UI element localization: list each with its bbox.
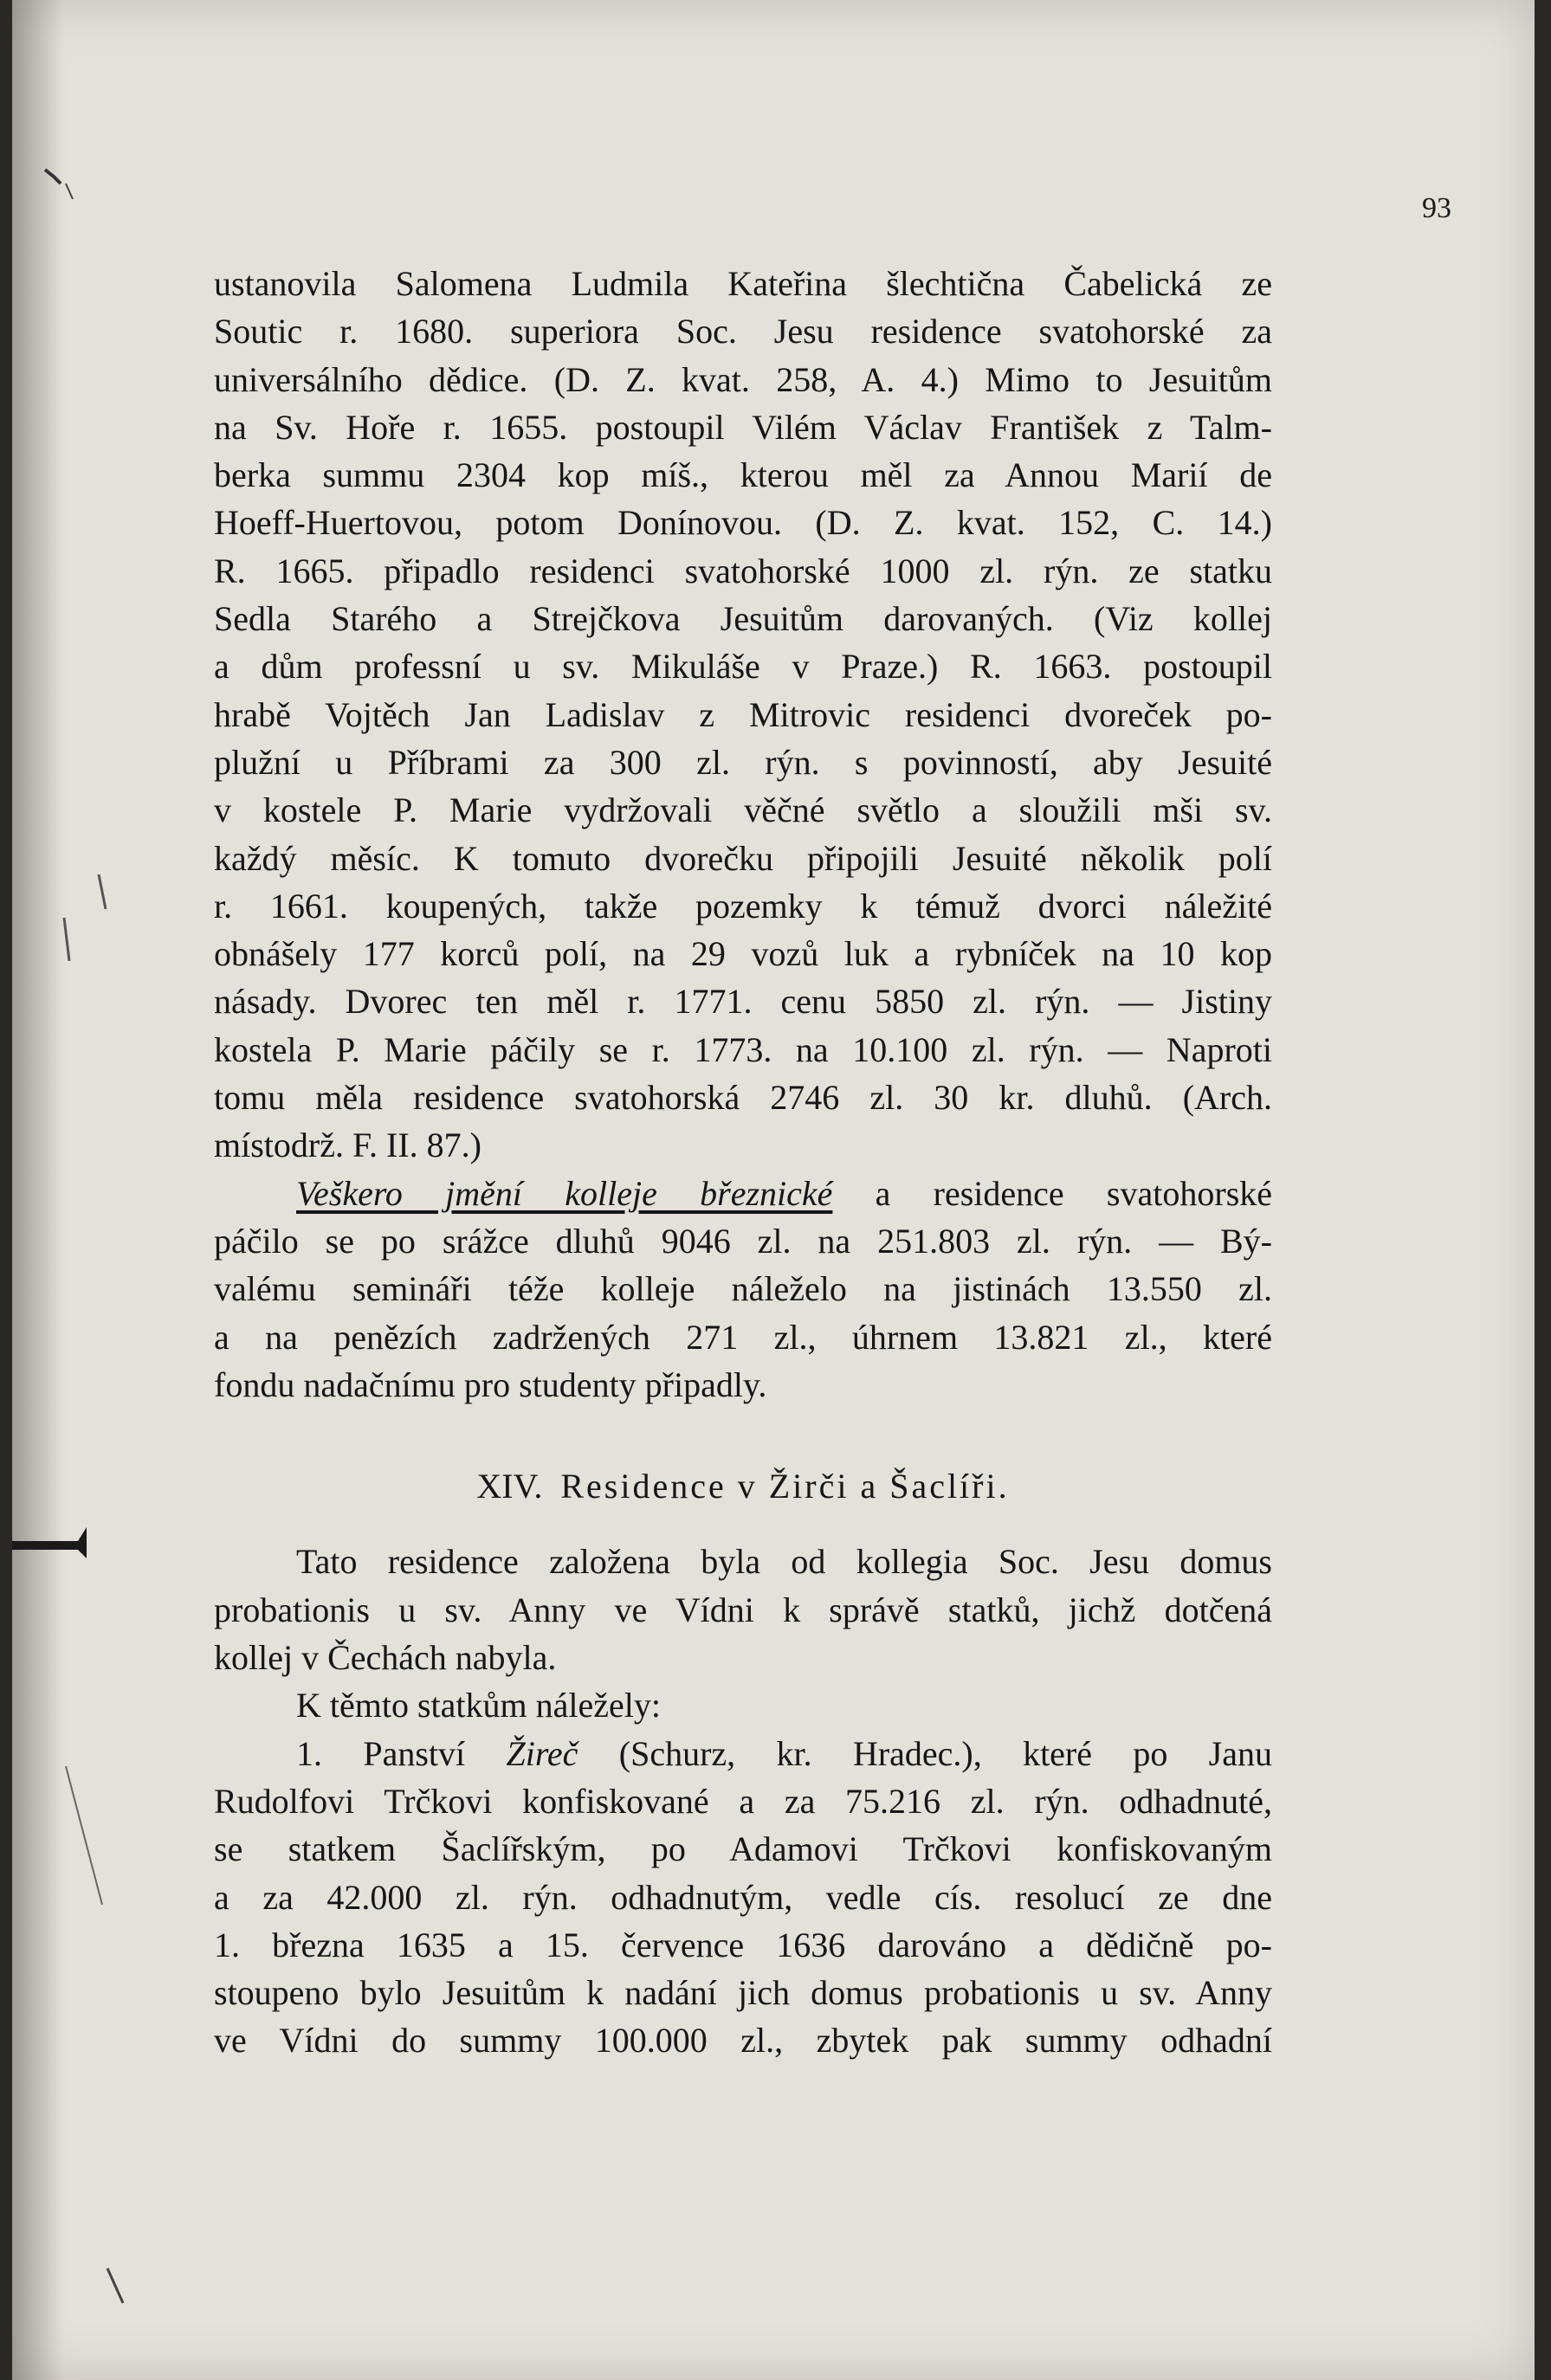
- text-line: Rudolfovi Trčkovi konfiskované a za 75.216 zl. rýn. odhadnuté,: [214, 1781, 1272, 1821]
- text-line: kollej v Čechách nabyla.: [214, 1638, 557, 1678]
- text-line: ustanovila Salomena Ludmila Kateřina šlechtična Čabelická ze: [214, 264, 1272, 303]
- text-line: a na penězích zadržených 271 zl., úhrnem 13.821 zl., které: [214, 1317, 1272, 1357]
- text-line: tomu měla residence svatohorská 2746 zl. 30 kr. dluhů. (Arch.: [214, 1078, 1272, 1118]
- text-line: Soutic r. 1680. superiora Soc. Jesu residence svatohorské za: [214, 312, 1272, 352]
- paragraph-list-lead: [214, 1681, 1272, 1729]
- section-heading: [214, 1462, 1272, 1510]
- text-line: místodrž. F. II. 87.): [214, 1126, 481, 1165]
- text-line: se statkem Šaclířským, po Adamovi Trčkovi konfiskovaným: [214, 1829, 1272, 1869]
- text-line: Hoeff-Huertovou, potom Donínovou. (D. Z. kvat. 152, C. 14.): [214, 503, 1272, 543]
- text-line: [214, 1730, 1272, 1777]
- text-line: kostela P. Marie páčily se r. 1773. na 10.100 zl. rýn. — Naproti: [214, 1029, 1272, 1069]
- paragraph-property-summary: [214, 1170, 1272, 1409]
- page-body-text: [214, 260, 1272, 2065]
- text-line: berka summu 2304 kop míš., kterou měl za Annou Marií de: [214, 455, 1272, 495]
- page-number: 93: [1422, 192, 1451, 224]
- text-line: na Sv. Hoře r. 1655. postoupil Vilém Václav František z Talm-: [214, 407, 1272, 447]
- text-line: hrabě Vojtěch Jan Ladislav z Mitrovic residenci dvoreček po-: [214, 694, 1272, 734]
- text-line: r. 1661. koupených, takže pozemky k témuž dvorci náležité: [214, 886, 1272, 926]
- text-line: násady. Dvorec ten měl r. 1771. cenu 5850 zl. rýn. — Jistiny: [214, 982, 1272, 1022]
- text-line: každý měsíc. K tomuto dvorečku připojili Jesuité několik polí: [214, 838, 1272, 878]
- margin-mark-bottom: [107, 2268, 123, 2303]
- text-line: plužní u Příbrami za 300 zl. rýn. s povinností, aby Jesuité: [214, 742, 1272, 782]
- text-line: páčilo se po srážce dluhů 9046 zl. na 251.803 zl. rýn. — Bý-: [214, 1221, 1272, 1261]
- margin-mark-left-1: [99, 874, 106, 909]
- text-line: universálního dědice. (D. Z. kvat. 258, A. 4.) Mimo to Jesuitům: [214, 359, 1272, 399]
- italic-emphasis: Veškero jmění kolleje březnické: [296, 1173, 833, 1213]
- paragraph-item-1: [214, 1730, 1272, 2065]
- section-title: Residence v Žirči a Šaclíři.: [560, 1467, 1010, 1506]
- text-line: K těmto statkům náležely:: [296, 1686, 661, 1725]
- text-line: 1. března 1635 a 15. července 1636 darováno a dědičně po-: [214, 1925, 1272, 1964]
- text-line: a dům professní u sv. Mikuláše v Praze.) R. 1663. postoupil: [214, 647, 1272, 687]
- text-line: R. 1665. připadlo residenci svatohorské 1000 zl. rýn. ze statku: [214, 551, 1272, 590]
- page-gutter-shadow: [12, 0, 64, 2380]
- text-line: probationis u sv. Anny ve Vídni k správě statků, jichž dotčená: [214, 1590, 1272, 1629]
- book-page: [12, 0, 1535, 2380]
- text-line: a za 42.000 zl. rýn. odhadnutým, vedle cís. resolucí ze dne: [214, 1877, 1272, 1917]
- paragraph-intro: [214, 1538, 1272, 1681]
- text-line: stoupeno bylo Jesuitům k nadání jich domus probationis u sv. Anny: [214, 1973, 1272, 2013]
- text-line: v kostele P. Marie vydržovali věčné světlo a sloužili mši sv.: [214, 790, 1272, 830]
- italic-place-name: Žireč: [506, 1733, 578, 1773]
- margin-mark-diagonal: [66, 1766, 102, 1905]
- text-run: (Schurz, kr. Hradec.), které po Janu: [578, 1733, 1272, 1773]
- text-line: valému semináři téže kolleje náleželo na jistinách 13.550 zl.: [214, 1269, 1272, 1309]
- text-line: obnášely 177 korců polí, na 29 vozů luk a rybníček na 10 kop: [214, 934, 1272, 974]
- text-run: a residence svatohorské: [832, 1173, 1273, 1213]
- section-number: XIV.: [476, 1467, 543, 1506]
- margin-mark-top-2: [66, 184, 73, 199]
- text-line: Tato residence založena byla od kollegia Soc. Jesu domus: [296, 1542, 1272, 1582]
- text-line: fondu nadačnímu pro studenty připadly.: [214, 1364, 767, 1404]
- margin-mark-left-2: [64, 918, 69, 961]
- text-line: Sedla Starého a Strejčkova Jesuitům darovaných. (Viz kollej: [214, 599, 1272, 639]
- paragraph-continuation: [214, 260, 1272, 1170]
- text-line: [214, 1170, 1272, 1217]
- text-run: 1. Panství: [296, 1733, 507, 1773]
- text-line: ve Vídni do summy 100.000 zl., zbytek pak summy odhadní: [214, 2021, 1272, 2061]
